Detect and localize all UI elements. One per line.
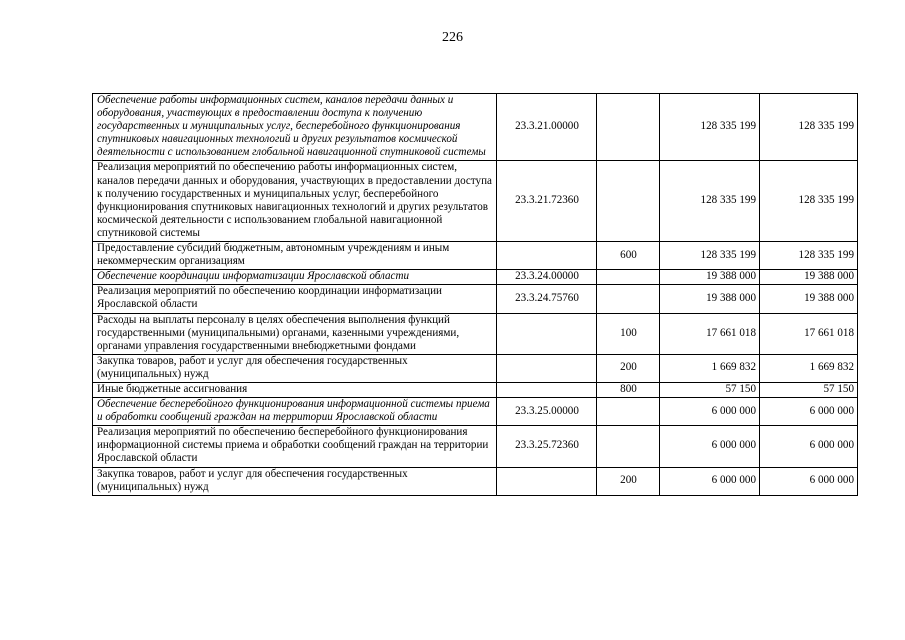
amount-year-1: 128 335 199 xyxy=(660,161,760,242)
budget-table xyxy=(92,93,858,496)
table-row xyxy=(93,270,858,285)
expense-type xyxy=(597,285,660,313)
target-code xyxy=(497,467,597,495)
amount-year-2: 19 388 000 xyxy=(760,270,858,285)
table-row xyxy=(93,354,858,382)
page-number: 226 xyxy=(442,30,463,45)
amount-year-2: 6 000 000 xyxy=(760,467,858,495)
table-row xyxy=(93,161,858,242)
amount-year-1: 128 335 199 xyxy=(660,94,760,161)
expense-type: 200 xyxy=(597,467,660,495)
amount-year-2: 6 000 000 xyxy=(760,398,858,426)
expense-type: 600 xyxy=(597,242,660,270)
target-code xyxy=(497,242,597,270)
table-row xyxy=(93,242,858,270)
row-name: Обеспечение координации информатизации Ярославской области xyxy=(93,270,497,285)
row-name: Обеспечение работы информационных систем, каналов передачи данных и оборудования, участвующих в предоставлении доступа к получению государственных и муниципальных услуг, бесперебойного функционирования спутниковых навигационных технологий и других результатов космической деятельности с использованием глобальной навигационной спутниковой системы xyxy=(93,94,497,161)
target-code: 23.3.24.75760 xyxy=(497,285,597,313)
target-code xyxy=(497,354,597,382)
table-row xyxy=(93,285,858,313)
amount-year-2: 128 335 199 xyxy=(760,161,858,242)
target-code: 23.3.24.00000 xyxy=(497,270,597,285)
row-name: Реализация мероприятий по обеспечению бесперебойного функционирования информационной системы приема и обработки сообщений граждан на территории Ярославской области xyxy=(93,426,497,467)
expense-type: 200 xyxy=(597,354,660,382)
row-name: Расходы на выплаты персоналу в целях обеспечения выполнения функций государственными (муниципальными) органами, казенными учреждениями, органами управления государственными внебюджетными фондами xyxy=(93,313,497,354)
row-name: Обеспечение бесперебойного функционирования информационной системы приема и обработки сообщений граждан на территории Ярославской области xyxy=(93,398,497,426)
amount-year-1: 17 661 018 xyxy=(660,313,760,354)
table-row xyxy=(93,313,858,354)
amount-year-2: 6 000 000 xyxy=(760,426,858,467)
amount-year-2: 19 388 000 xyxy=(760,285,858,313)
amount-year-2: 1 669 832 xyxy=(760,354,858,382)
table-row xyxy=(93,398,858,426)
amount-year-2: 57 150 xyxy=(760,382,858,397)
amount-year-1: 6 000 000 xyxy=(660,426,760,467)
expense-type xyxy=(597,426,660,467)
amount-year-1: 6 000 000 xyxy=(660,467,760,495)
expense-type xyxy=(597,94,660,161)
table-row xyxy=(93,382,858,397)
row-name: Закупка товаров, работ и услуг для обеспечения государственных (муниципальных) нужд xyxy=(93,467,497,495)
target-code: 23.3.25.72360 xyxy=(497,426,597,467)
row-name: Иные бюджетные ассигнования xyxy=(93,382,497,397)
target-code: 23.3.25.00000 xyxy=(497,398,597,426)
row-name: Реализация мероприятий по обеспечению координации информатизации Ярославской области xyxy=(93,285,497,313)
amount-year-2: 128 335 199 xyxy=(760,94,858,161)
amount-year-1: 1 669 832 xyxy=(660,354,760,382)
row-name: Реализация мероприятий по обеспечению работы информационных систем, каналов передачи данных и оборудования, участвующих в предоставлении доступа к получению государственных и муниципальных услуг, бесперебойного функционирования спутниковых навигационных технологий и других результатов космической деятельности с использованием глобальной навигационной спутниковой системы xyxy=(93,161,497,242)
amount-year-1: 19 388 000 xyxy=(660,270,760,285)
table-row xyxy=(93,426,858,467)
amount-year-1: 57 150 xyxy=(660,382,760,397)
amount-year-2: 17 661 018 xyxy=(760,313,858,354)
amount-year-1: 19 388 000 xyxy=(660,285,760,313)
table-row xyxy=(93,467,858,495)
target-code xyxy=(497,313,597,354)
row-name: Предоставление субсидий бюджетным, автономным учреждениям и иным некоммерческим организациям xyxy=(93,242,497,270)
amount-year-1: 6 000 000 xyxy=(660,398,760,426)
expense-type xyxy=(597,161,660,242)
target-code xyxy=(497,382,597,397)
target-code: 23.3.21.00000 xyxy=(497,94,597,161)
expense-type: 100 xyxy=(597,313,660,354)
expense-type xyxy=(597,270,660,285)
expense-type: 800 xyxy=(597,382,660,397)
amount-year-1: 128 335 199 xyxy=(660,242,760,270)
amount-year-2: 128 335 199 xyxy=(760,242,858,270)
table-row xyxy=(93,94,858,161)
target-code: 23.3.21.72360 xyxy=(497,161,597,242)
expense-type xyxy=(597,398,660,426)
row-name: Закупка товаров, работ и услуг для обеспечения государственных (муниципальных) нужд xyxy=(93,354,497,382)
